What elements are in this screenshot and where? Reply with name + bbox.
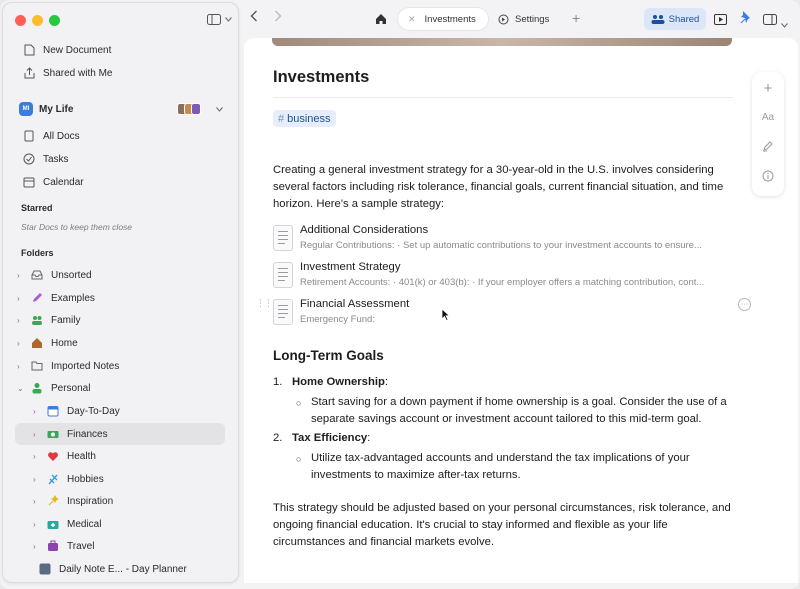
folder-label: Inspiration <box>67 495 114 507</box>
all-docs-label: All Docs <box>43 130 80 142</box>
person-icon <box>31 382 43 394</box>
tab-label: Settings <box>515 13 550 25</box>
calendar-icon <box>23 176 35 188</box>
member-avatars <box>180 103 201 115</box>
goal-colon: : <box>384 376 389 388</box>
chevron-right-icon: › <box>17 293 20 303</box>
tab-settings[interactable] <box>488 8 568 30</box>
bullet-icon: ○ <box>296 398 302 408</box>
document-icon <box>273 299 293 325</box>
folder-day-to-day[interactable] <box>31 400 225 422</box>
text-format-icon: Aa <box>761 112 775 123</box>
tasks-button[interactable] <box>15 148 225 170</box>
reference-title: Investment Strategy <box>300 261 401 273</box>
right-sidebar-toggle[interactable] <box>763 12 777 30</box>
goal-colon: : <box>367 432 371 444</box>
medical-icon <box>47 518 59 530</box>
reference-title: Financial Assessment <box>300 298 410 310</box>
document-title[interactable]: Investments <box>273 68 370 86</box>
share-icon <box>23 67 35 79</box>
tasks-label: Tasks <box>43 153 69 165</box>
reference-snippet: Retirement Accounts: · 401(k) or 403(b): · If your employer offers a matching contribution, cont... <box>300 277 705 288</box>
pin-icon <box>740 10 753 24</box>
starred-heading: Starred <box>21 203 53 213</box>
folder-label: Hobbies <box>67 473 104 485</box>
folder-label: Travel <box>67 540 95 552</box>
new-document-icon <box>23 44 35 56</box>
chevron-right-icon <box>274 10 282 22</box>
daily-note-item[interactable] <box>31 558 225 580</box>
sidebar-icon <box>763 14 777 25</box>
divider <box>273 97 733 98</box>
window-controls <box>15 15 60 26</box>
checkmark-circle-icon <box>23 153 35 165</box>
folder-personal[interactable] <box>15 377 225 399</box>
folder-hobbies[interactable] <box>31 468 225 490</box>
bullet-icon: ○ <box>296 454 302 464</box>
shared-with-me-button[interactable] <box>15 62 225 84</box>
highlight-button[interactable] <box>752 140 784 155</box>
chevron-right-icon: › <box>33 474 36 484</box>
doc-reference-card[interactable] <box>273 223 733 255</box>
info-button[interactable] <box>752 170 784 185</box>
plus-icon: + <box>572 10 581 26</box>
folder-label: Family <box>51 314 81 326</box>
formatting-toolbar <box>752 72 784 196</box>
docs-icon <box>23 130 35 142</box>
section-heading[interactable]: Long-Term Goals <box>273 348 384 363</box>
house-icon <box>375 13 387 25</box>
chevron-right-icon: › <box>33 451 36 461</box>
calendar-label: Calendar <box>43 176 84 188</box>
new-document-label: New Document <box>43 44 112 56</box>
chevron-right-icon: › <box>33 541 36 551</box>
people-icon <box>31 314 43 326</box>
folder-travel[interactable] <box>31 535 225 557</box>
folder-label: Home <box>51 337 78 349</box>
settings-icon <box>498 14 509 25</box>
home-button[interactable] <box>375 12 387 30</box>
chevron-right-icon: › <box>33 496 36 506</box>
folder-label: Examples <box>51 292 95 304</box>
folder-imported-notes[interactable] <box>15 355 225 377</box>
folder-medical[interactable] <box>31 513 225 535</box>
sparkle-icon <box>47 495 59 507</box>
workspace-name: My Life <box>39 103 74 115</box>
new-document-button[interactable] <box>15 39 225 61</box>
text-style-button[interactable] <box>752 112 784 123</box>
document-editor[interactable] <box>244 38 798 583</box>
info-icon <box>762 170 774 182</box>
more-options-button[interactable] <box>738 298 751 311</box>
chevron-right-icon: › <box>17 270 20 280</box>
reference-title: Additional Considerations <box>300 224 429 236</box>
document-icon <box>273 225 293 251</box>
chevron-down-icon <box>216 104 223 115</box>
folder-finances[interactable] <box>15 423 225 445</box>
chevron-left-icon <box>250 10 258 22</box>
folder-examples[interactable] <box>15 287 225 309</box>
sidebar <box>2 2 239 583</box>
chevron-right-icon: › <box>33 519 36 529</box>
all-docs-button[interactable] <box>15 125 225 147</box>
doc-reference-card[interactable] <box>273 260 733 292</box>
starred-hint: Star Docs to keep them close <box>21 222 133 232</box>
present-button[interactable] <box>714 12 727 30</box>
daily-note-label: Daily Note E... - Day Planner <box>59 563 187 575</box>
pin-button[interactable] <box>740 10 753 29</box>
folder-label: Unsorted <box>51 269 92 281</box>
forward-button[interactable] <box>274 10 282 25</box>
chevron-right-icon: › <box>17 338 20 348</box>
tab-investments[interactable] <box>398 8 488 30</box>
drag-handle-icon[interactable]: ⋮⋮ <box>256 298 272 308</box>
sidebar-icon <box>207 14 221 25</box>
tray-icon <box>31 269 43 281</box>
intro-paragraph[interactable]: Creating a general investment strategy for a 30-year-old in the U.S. involves considering several factors including risk tolerance, financial goals, current financial situation, and time horizon. Here's a sample strategy: <box>273 164 724 210</box>
workspace-switcher[interactable] <box>15 98 225 120</box>
folder-label: Personal <box>51 382 91 394</box>
add-block-button[interactable] <box>752 80 784 97</box>
folder-label: Day-To-Day <box>67 405 120 417</box>
shared-label: Shared <box>668 13 700 25</box>
goal-title: Home Ownership <box>292 376 385 388</box>
sidebar-toggle-button[interactable] <box>207 14 232 25</box>
workspace-badge: MI <box>19 102 33 116</box>
chevron-right-icon: › <box>33 406 36 416</box>
folder-label: Imported Notes <box>51 360 120 372</box>
play-icon <box>714 14 727 25</box>
pen-icon <box>31 292 43 304</box>
ellipsis-icon: ··· <box>741 301 748 308</box>
folder-health[interactable] <box>31 445 225 467</box>
money-icon <box>47 428 59 440</box>
chevron-down-icon[interactable] <box>781 15 788 33</box>
close-tab-icon[interactable]: ✕ <box>408 13 416 24</box>
shared-with-me-label: Shared with Me <box>43 67 113 79</box>
calendar-icon <box>47 405 59 417</box>
folder-label: Finances <box>67 428 108 440</box>
folder-icon <box>31 360 43 372</box>
list-item[interactable]: Utilize tax-advantaged accounts and understand the tax implications of your investments to maximize after-tax returns. <box>311 452 690 481</box>
chevron-down-icon: ⌄ <box>17 383 24 393</box>
list-item-heading[interactable] <box>292 376 388 388</box>
highlighter-icon <box>762 140 774 152</box>
outro-paragraph[interactable]: This strategy should be adjusted based on your personal circumstances, risk tolerance, and ongoing financial education. It's crucial to stay informed and flexible as your life circumstances and financial markets evolve. <box>273 502 731 548</box>
tag-label: business <box>287 112 331 125</box>
tab-label: Investments <box>424 13 476 25</box>
house-icon <box>31 337 43 349</box>
people-icon <box>651 14 665 24</box>
document-icon <box>273 262 293 288</box>
reference-snippet: Regular Contributions: · Set up automatic contributions to your investment accounts to ensure... <box>300 240 702 251</box>
tag-chip[interactable] <box>273 110 336 127</box>
folder-label: Health <box>67 450 96 462</box>
new-tab-button[interactable] <box>572 11 580 25</box>
hashtag-icon: # <box>278 112 285 125</box>
folder-inspiration[interactable] <box>31 490 225 512</box>
chevron-right-icon: › <box>17 315 20 325</box>
goal-title: Tax Efficiency <box>292 432 368 444</box>
chevron-down-icon <box>225 17 232 22</box>
folder-home[interactable] <box>15 332 225 354</box>
mouse-cursor <box>441 308 450 327</box>
list-number: 1. <box>273 376 283 388</box>
folder-label: Medical <box>67 518 102 530</box>
minimize-window-button[interactable] <box>32 15 43 26</box>
chevron-right-icon: › <box>33 429 36 439</box>
folder-unsorted[interactable] <box>15 264 225 286</box>
note-thumbnail-icon <box>39 563 51 575</box>
heart-icon <box>47 450 59 462</box>
travel-icon <box>47 540 59 552</box>
reference-snippet: Emergency Fund: <box>300 314 375 325</box>
doc-reference-card[interactable] <box>273 297 733 329</box>
header-image <box>272 38 732 46</box>
list-item[interactable]: Start saving for a down payment if home ownership is a goal. Consider the use of a separate savings account or investment account tailored to this mid-term goal. <box>311 396 727 425</box>
list-number: 2. <box>273 432 283 444</box>
hobbies-icon <box>47 473 59 485</box>
chevron-right-icon: › <box>17 361 20 371</box>
calendar-button[interactable] <box>15 171 225 193</box>
folders-heading: Folders <box>21 248 54 258</box>
back-button[interactable] <box>250 10 258 25</box>
list-item-heading[interactable] <box>292 432 370 444</box>
close-window-button[interactable] <box>15 15 26 26</box>
shared-button[interactable] <box>644 8 706 30</box>
folder-family[interactable] <box>15 309 225 331</box>
plus-icon: + <box>763 80 773 97</box>
zoom-window-button[interactable] <box>49 15 60 26</box>
